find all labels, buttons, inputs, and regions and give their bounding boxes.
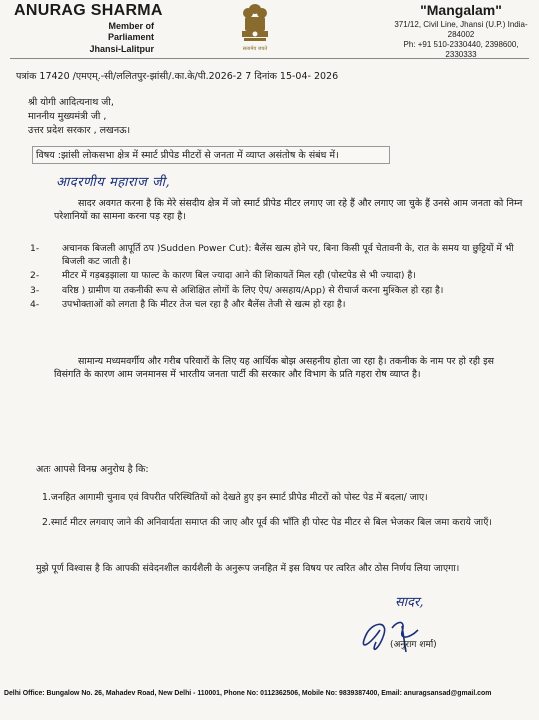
residence-phone: Ph: +91 510-2330440, 2398600, 2330333 — [403, 40, 519, 59]
list-text: वरिष्ठ ) ग्रामीण या तकनीकी रूप से अशिक्षित लोगों के लिए ऐप/ असहाय/App) से रीचार्ज करना मुश्किल हो रहा है। — [62, 284, 444, 296]
national-emblem-icon — [236, 0, 274, 56]
footer-contact: Delhi Office: Bungalow No. 26, Mahadev Road, New Delhi - 110001, Phone No: 0112362506, Mobile No: 9839387400, Email: anuragsansad@gmail.com — [4, 690, 492, 697]
list-text: उपभोक्ताओं को लगता है कि मीटर तेज चल रहा है और बैलेंस तेजी से खत्म हो रहा है। — [62, 299, 346, 310]
list-number: 4- — [30, 299, 40, 310]
subject-line: विषय :झांसी लोकसभा क्षेत्र में स्मार्ट प्रीपेड मीटरों से जनता में व्याप्त असंतोष के संबंध में। — [36, 150, 339, 161]
recipient-line: माननीय मुख्यमंत्री जी , — [28, 111, 107, 122]
sender-constituency: Jhansi-Lalitpur — [89, 44, 154, 54]
sender-block — [14, 2, 164, 55]
sender-role: Member of Parliament — [107, 21, 154, 42]
recipient-block — [28, 96, 130, 138]
list-item — [30, 243, 520, 268]
list-text: मीटर में गड़बड़झाला या फाल्ट के कारण बिल ज्यादा आने की शिकायतें मिल रही (पोस्टपेड से भी ज्यादा) है। — [62, 270, 416, 281]
list-item — [30, 270, 520, 283]
list-text: अचानक बिजली आपूर्ति ठप )Sudden Power Cut): बैलेंस खत्म होने पर, बिना किसी पूर्व चेतावनी के, रात के समय या छुट्टियों में भी बिजली कट जाती है। — [62, 243, 514, 267]
demand-item: 2.स्मार्ट मीटर लगवाए जाने की अनिवार्यता समाप्त की जाए और पूर्व की भाँति ही पोस्ट पेड मीटर से बिल भेजकर बिल जमा कराये जाएँ। — [42, 517, 492, 528]
request-line: अतः आपसे विनम्र अनुरोध है कि: — [36, 464, 149, 475]
list-item — [30, 299, 520, 312]
issues-list — [30, 243, 520, 314]
residence-block — [331, 2, 531, 60]
signature-icon — [340, 590, 490, 662]
list-item — [30, 285, 520, 298]
sender-name: ANURAG SHARMA — [14, 2, 163, 19]
intro-paragraph: सादर अवगत करना है कि मेरे संसदीय क्षेत्र में जो स्मार्ट प्रीपेड मीटर लगाए जा रहे हैं और लगाए जा चुके हैं उनसे आम जनता को निम्न परेशानियों का सामना करना पड़ रहा है। — [54, 198, 523, 222]
signatory-name: (अनुराग शर्मा) — [390, 640, 437, 650]
recipient-line: उत्तर प्रदेश सरकार , लखनऊ। — [28, 125, 131, 136]
header-divider — [10, 58, 529, 59]
closing-paragraph: मुझे पूर्ण विश्वास है कि आपकी संवेदनशील कार्यशैली के अनुरूप जनहित में इस विषय पर त्वरित और ठोस निर्णय लिया जाएगा। — [36, 563, 460, 574]
handwritten-salutation: आदरणीय महाराज जी, — [56, 175, 171, 190]
list-number: 2- — [30, 270, 40, 281]
residence-name: "Mangalam" — [420, 2, 502, 18]
residence-address: 371/12, Civil Line, Jhansi (U.P.) India-284002 — [394, 20, 528, 39]
demand-item: 1.जनहित आगामी चुनाव एवं विपरीत परिस्थितियों को देखते हुए इन स्मार्ट प्रीपेड मीटरों को पोस्ट पेड में बदला/ जाए। — [42, 492, 428, 503]
recipient-line: श्री योगी आदित्यनाथ जी, — [28, 97, 114, 108]
list-number: 1- — [30, 243, 40, 254]
reference-line: पत्रांक 17420 /एमएम्.-सी/ललितपुर-झांसी/.का.के/पी.2026-2 7 दिनांक 15-04- 2026 — [16, 71, 339, 82]
list-number: 3- — [30, 284, 40, 296]
emblem-motto: सत्यमेव जयते — [242, 46, 268, 52]
impact-paragraph: सामान्य मध्यमवर्गीय और गरीब परिवारों के लिए यह आर्थिक बोझ असहनीय होता जा रहा है। तकनीक के नाम पर हो रही इस विसंगति के कारण आम जनमानस में भारतीय जनता पार्टी की सरकार और विभाग के प्रति गहरा रोष व्याप्त है। — [54, 356, 495, 380]
signature-word: सादर, — [395, 595, 424, 610]
